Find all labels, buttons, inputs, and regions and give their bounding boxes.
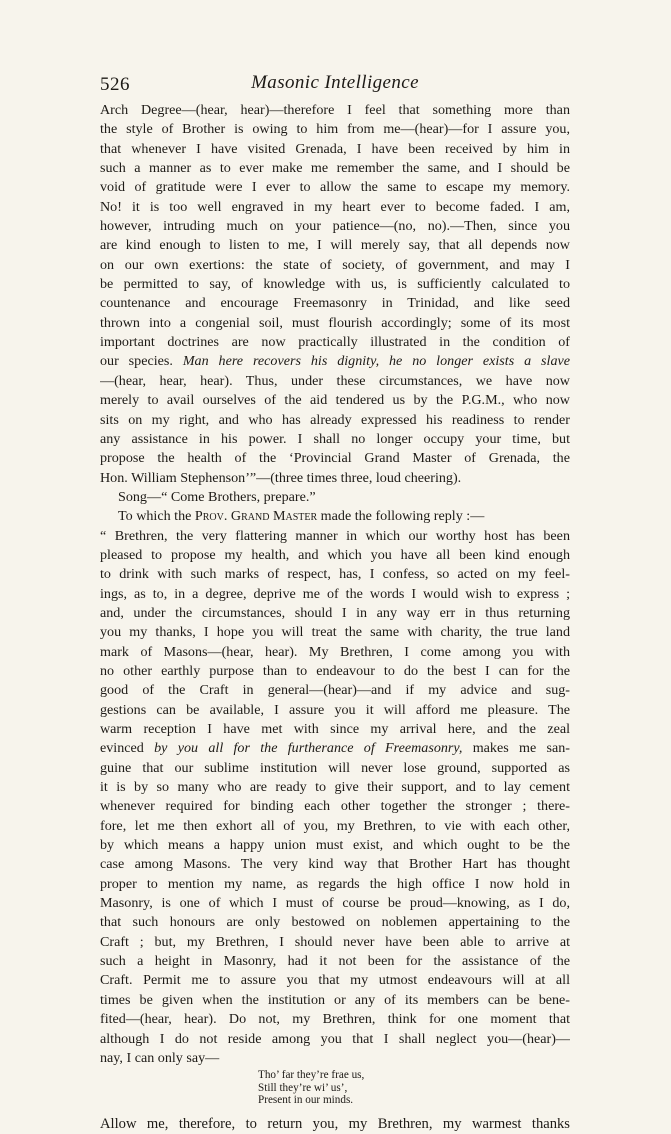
- text-line: important doctrines are now practically illustrated in the condition of: [100, 334, 570, 351]
- page-number: 526: [100, 74, 130, 95]
- text-line: although I do not reside among you that I shall neglect you—(hear)—: [100, 1030, 570, 1047]
- text-line: Masonry, is one of which I must of course be proud—knowing, as I do,: [100, 895, 570, 912]
- text-line: any assistance in his power. I shall no longer occupy your time, but: [100, 430, 570, 447]
- text-line: it is by so many who are ready to give their support, and to lay cement: [100, 779, 570, 796]
- text-line: times be given when the institution or any of its members can be bene-: [100, 991, 570, 1008]
- text-line: No! it is too well engraved in my heart ever to become faded. I am,: [100, 198, 570, 215]
- text-line: guine that our sublime institution will never lose ground, supported as: [100, 759, 570, 776]
- verse-line: Tho’ far they’re frae us,: [258, 1069, 365, 1082]
- text-line: Arch Degree—(hear, hear)—therefore I feel that something more than: [100, 102, 570, 118]
- running-head: [100, 72, 570, 102]
- verse-line: Still they’re wi’ us’,: [258, 1081, 348, 1094]
- text-line: whenever required for binding each other together the stronger ; there-: [100, 798, 570, 815]
- text-line: Craft ; but, my Brethren, I should never have been able to arrive at: [100, 933, 570, 950]
- body-text: [100, 101, 570, 1134]
- reply-intro-line: [100, 507, 570, 526]
- text-line: propose the health of the ‘Provincial Grand Master of Grenada, the: [100, 450, 570, 467]
- italic-run: Man here recovers his dignity, he no longer exists a slave: [182, 353, 570, 370]
- text-line: such a height in Masonry, had it not been for the assistance of the: [100, 953, 570, 970]
- text-line: that such honours are only bestowed on noblemen appertaining to the: [100, 914, 570, 931]
- text-run: made the following reply :—: [317, 508, 485, 525]
- text-line: to drink with such marks of respect, has, I confess, so acted on my feel-: [100, 566, 570, 583]
- text-line: warm reception I have met with since my arrival here, and the zeal: [100, 721, 570, 737]
- text-line: on our own exertions: the state of society, of government, and may I: [100, 256, 570, 273]
- text-line: —(hear, hear, hear). Thus, under these circumstances, we have now: [100, 372, 570, 389]
- text-line: [100, 352, 570, 371]
- text-run: our species.: [100, 353, 183, 370]
- text-line: countenance and encourage Freemasonry in Trinidad, and like seed: [100, 295, 570, 312]
- text-line: Hon. William Stephenson’”—(three times three, loud cheering).: [100, 469, 462, 486]
- text-line: “ Brethren, the very flattering manner in which our worthy host has been: [100, 527, 570, 544]
- text-line: be permitted to say, of knowledge with us, is sufficiently calculated to: [100, 276, 570, 293]
- text-line: fore, let me then exhort all of you, my Brethren, to vie with each other,: [100, 817, 570, 834]
- running-title: Masonic Intelligence: [251, 72, 419, 93]
- text-run: makes me san-: [462, 740, 570, 757]
- text-line: ings, as to, in a degree, deprive me of the words I would wish to express ;: [100, 585, 570, 602]
- text-line: such a manner as to ever make me remember the same, and I should be: [100, 160, 570, 177]
- text-line: good of the Craft in general—(hear)—and if my advice and sug-: [100, 682, 570, 699]
- text-line: fited—(hear, hear). Do not, my Brethren, think for one moment that: [100, 1011, 570, 1028]
- text-line: Craft. Permit me to assure you that my utmost endeavours will at all: [100, 972, 570, 989]
- text-line: and, under the circumstances, should I in any way err in thus returning: [100, 604, 570, 621]
- text-run: To which the: [118, 508, 195, 525]
- text-line: proper to mention my name, as regards the high office I now hold in: [100, 875, 570, 892]
- song-line: Song—“ Come Brothers, prepare.”: [118, 488, 316, 505]
- text-line: are kind enough to listen to me, I will merely say, that all depends now: [100, 237, 570, 254]
- text-line: you my thanks, I hope you will treat the same with charity, the true land: [100, 624, 570, 641]
- text-line: void of gratitude were I ever to allow the same to escape my memory.: [100, 179, 570, 196]
- verse-line: Present in our minds.: [258, 1094, 354, 1107]
- text-line: the style of Brother is owing to him from me—(hear)—for I assure you,: [100, 121, 570, 138]
- text-line: thrown into a congenial soil, must flourish accordingly; some of its most: [100, 314, 570, 331]
- text-line: that whenever I have visited Grenada, I have been received by him in: [100, 140, 570, 157]
- text-line: by which means a happy union must exist, and which ought to be the: [100, 837, 570, 854]
- text-line: [100, 739, 570, 758]
- verse-quote: [100, 1069, 570, 1107]
- text-line: mark of Masons—(hear, hear). My Brethren, I come among you with: [100, 643, 570, 660]
- text-line: nay, I can only say—: [100, 1049, 220, 1066]
- text-line: case among Masons. The very kind way that Brother Hart has thought: [100, 856, 570, 873]
- text-line: no other earthly purpose than to endeavour to do the best I can for the: [100, 662, 570, 679]
- italic-run: by you all for the furtherance of Freemasonry,: [154, 740, 463, 757]
- text-line: merely to avail ourselves of the aid tendered us by the P.G.M., who now: [100, 392, 570, 409]
- text-line: pleased to propose my health, and which you have all been kind enough: [100, 546, 570, 563]
- text-line: however, intruding much on your patience—(no, no).—Then, since you: [100, 218, 570, 235]
- text-line: Allow me, therefore, to return you, my Brethren, my warmest thanks: [100, 1115, 570, 1132]
- text-line: gestions can be available, I assure you it will afford me pleasure. The: [100, 701, 570, 718]
- text-run: evinced: [100, 740, 155, 757]
- small-caps-run: Prov. Grand Master: [194, 508, 318, 525]
- text-line: sits on my right, and who has already expressed his readiness to render: [100, 411, 570, 428]
